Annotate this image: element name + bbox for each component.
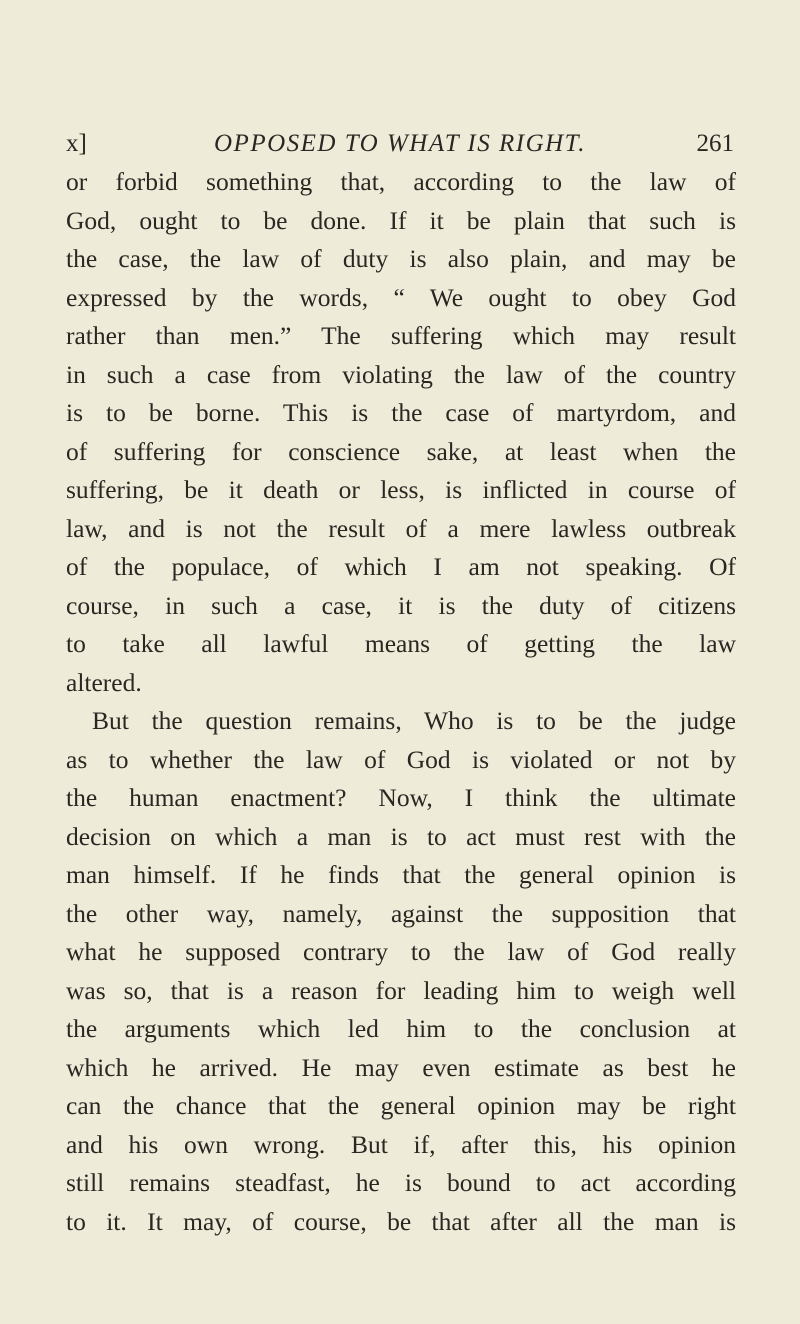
text-line: expressed by the words, “ We ought to obey God	[66, 282, 736, 312]
text-line: God, ought to be done. If it be plain that such is	[66, 205, 736, 235]
text-line: and his own wrong. But if, after this, his opinion	[66, 1129, 736, 1159]
body-text	[66, 163, 736, 1241]
chapter-marker: x]	[66, 130, 87, 157]
text-line: suffering, be it death or less, is inflicted in course of	[66, 475, 736, 504]
text-line: altered.	[66, 667, 142, 697]
text-line: in such a case from violating the law of the country	[66, 359, 736, 389]
running-title: OPPOSED TO WHAT IS RIGHT.	[214, 130, 586, 157]
text-line: what he supposed contrary to the law of God really	[66, 937, 736, 966]
running-head	[66, 126, 734, 162]
text-line: of suffering for conscience sake, at least when the	[66, 436, 736, 466]
text-line: or forbid something that, according to the law of	[66, 167, 736, 196]
text-line: course, in such a case, it is the duty of citizens	[66, 590, 736, 620]
text-line: was so, that is a reason for leading him to weigh well	[66, 975, 736, 1005]
page-number: 261	[696, 130, 734, 157]
text-line: is to be borne. This is the case of martyrdom, and	[66, 398, 736, 427]
text-line: to take all lawful means of getting the law	[66, 629, 736, 658]
text-line: the arguments which led him to the conclusion at	[66, 1014, 736, 1043]
text-line: rather than men.” The suffering which may result	[66, 321, 736, 350]
text-line: as to whether the law of God is violated or not by	[66, 744, 736, 774]
text-line: But the question remains, Who is to be the judge	[92, 706, 736, 735]
paragraph-1	[66, 163, 736, 702]
text-line: can the chance that the general opinion may be right	[66, 1091, 736, 1120]
text-line: of the populace, of which I am not speaking. Of	[66, 552, 736, 581]
text-line: which he arrived. He may even estimate as best he	[66, 1052, 736, 1082]
text-line: law, and is not the result of a mere lawless outbreak	[66, 513, 736, 543]
text-line: to it. It may, of course, be that after all the man is	[66, 1206, 736, 1236]
text-line: decision on which a man is to act must rest with the	[66, 821, 736, 851]
text-line: the case, the law of duty is also plain, and may be	[66, 244, 736, 273]
text-line: the other way, namely, against the supposition that	[66, 898, 736, 928]
text-line: the human enactment? Now, I think the ultimate	[66, 783, 736, 812]
text-line: still remains steadfast, he is bound to act according	[66, 1168, 736, 1197]
paragraph-2	[66, 702, 736, 1241]
text-line: man himself. If he finds that the general opinion is	[66, 860, 736, 889]
